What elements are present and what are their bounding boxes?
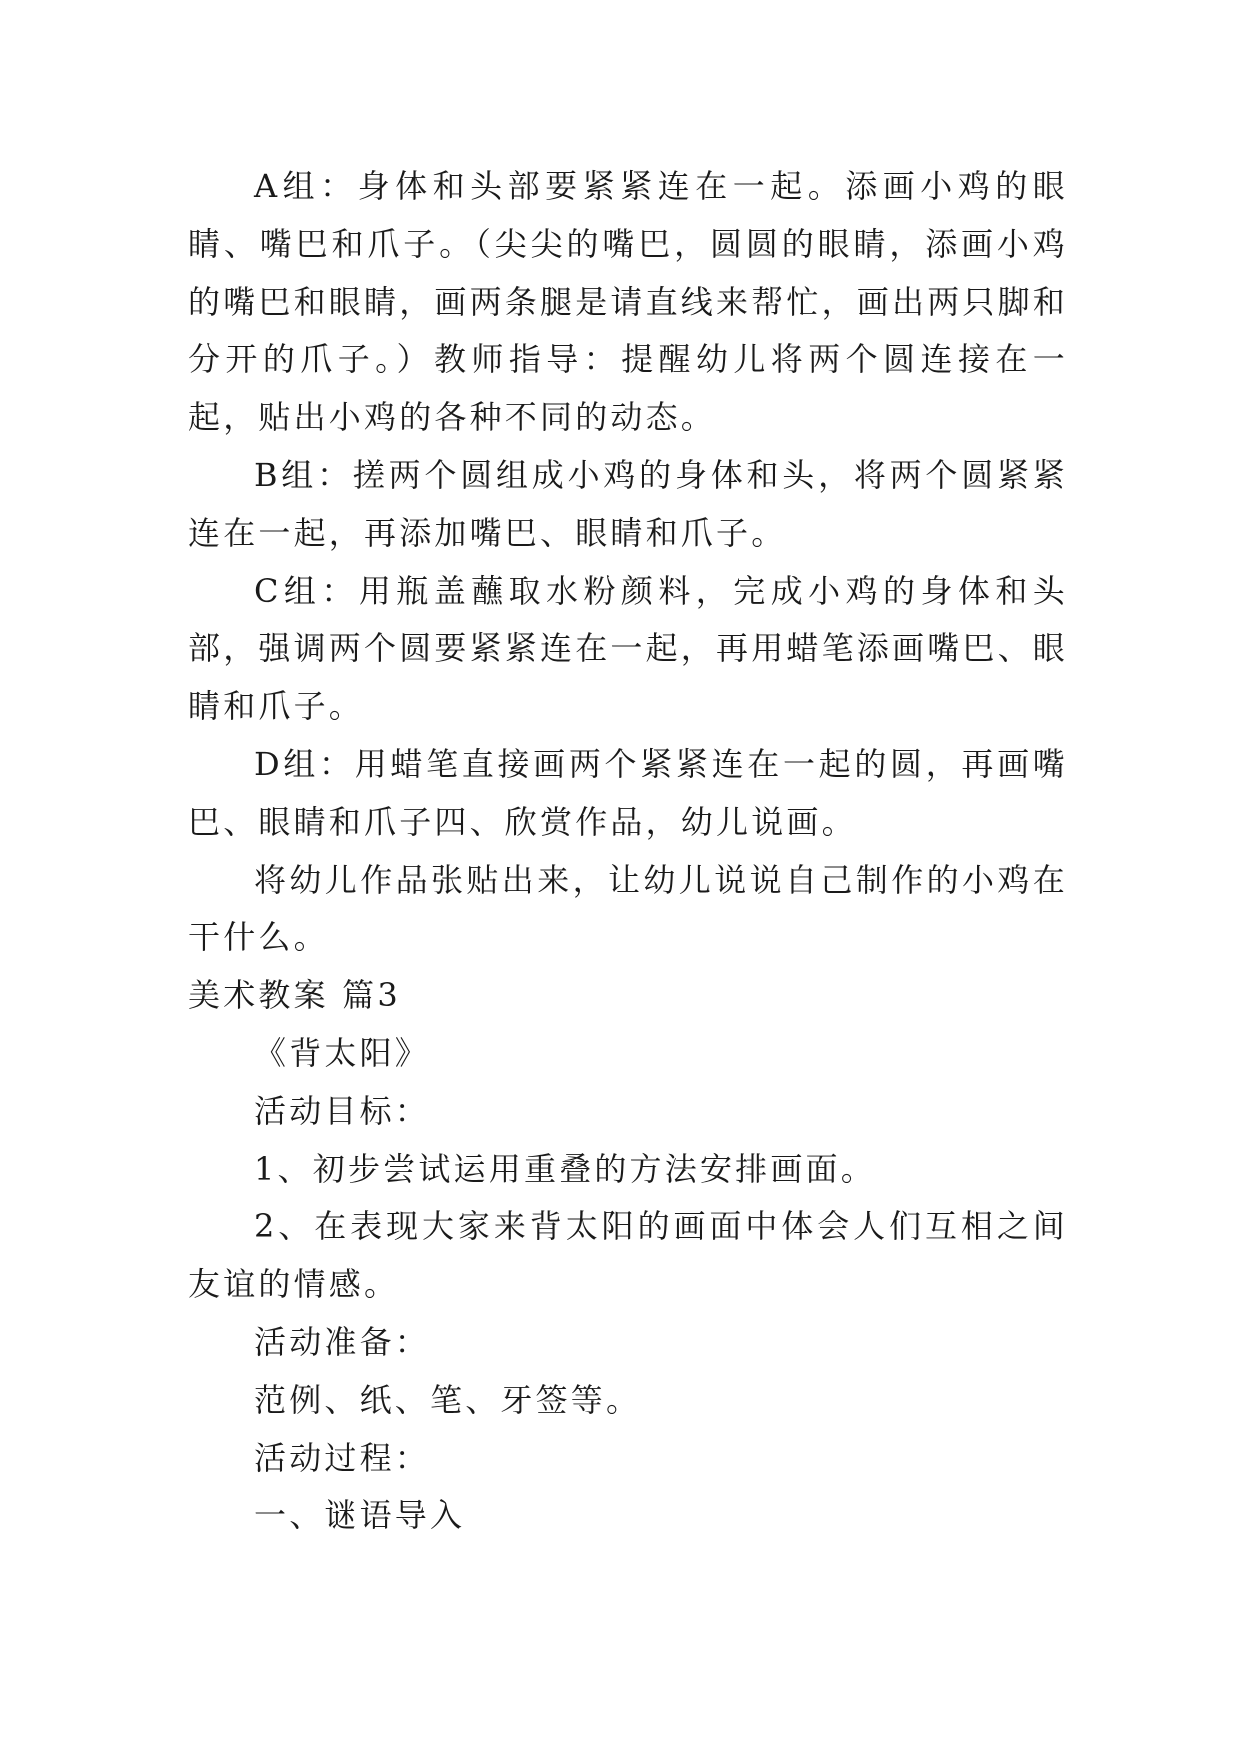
paragraph-group-b: B组：搓两个圆组成小鸡的身体和头，将两个圆紧紧连在一起，再添加嘴巴、眼睛和爪子。: [188, 455, 1068, 552]
paragraph-group-a: A组：身体和头部要紧紧连在一起。添画小鸡的眼睛、嘴巴和爪子。（尖尖的嘴巴，圆圆的眼睛，添画小鸡的嘴巴和眼睛，画两条腿是请直线来帮忙，画出两只脚和分开的爪子。）教师指导：提醒幼儿将两个圆连接在一起，贴出小鸡的各种不同的动态。: [188, 167, 1069, 437]
prep-items: 范例、纸、笔、牙签等。: [254, 1380, 642, 1419]
paragraph-group-c: C组：用瓶盖蘸取水粉颜料，完成小鸡的身体和头部，强调两个圆要紧紧连在一起，再用蜡笔添画嘴巴、眼睛和爪子。: [188, 571, 1069, 726]
document-body: [188, 158, 1068, 1545]
goals-label: 活动目标：: [254, 1091, 431, 1130]
paragraph-group-d: D组：用蜡笔直接画两个紧紧连在一起的圆，再画嘴巴、眼睛和爪子四、欣赏作品，幼儿说画。: [188, 744, 1068, 841]
goal-item-1: 1、初步尝试运用重叠的方法安排画面。: [254, 1149, 876, 1188]
process-step-1: 一、谜语导入: [254, 1496, 466, 1535]
section-heading: 美术教案 篇3: [188, 976, 401, 1015]
lesson-title: 《背太阳》: [254, 1033, 431, 1072]
goal-item-2: 2、在表现大家来背太阳的画面中体会人们互相之间友谊的情感。: [188, 1207, 1068, 1304]
paragraph-display-works: 将幼儿作品张贴出来，让幼儿说说自己制作的小鸡在干什么。: [188, 860, 1068, 957]
process-label: 活动过程：: [254, 1438, 431, 1477]
prep-label: 活动准备：: [254, 1322, 431, 1361]
